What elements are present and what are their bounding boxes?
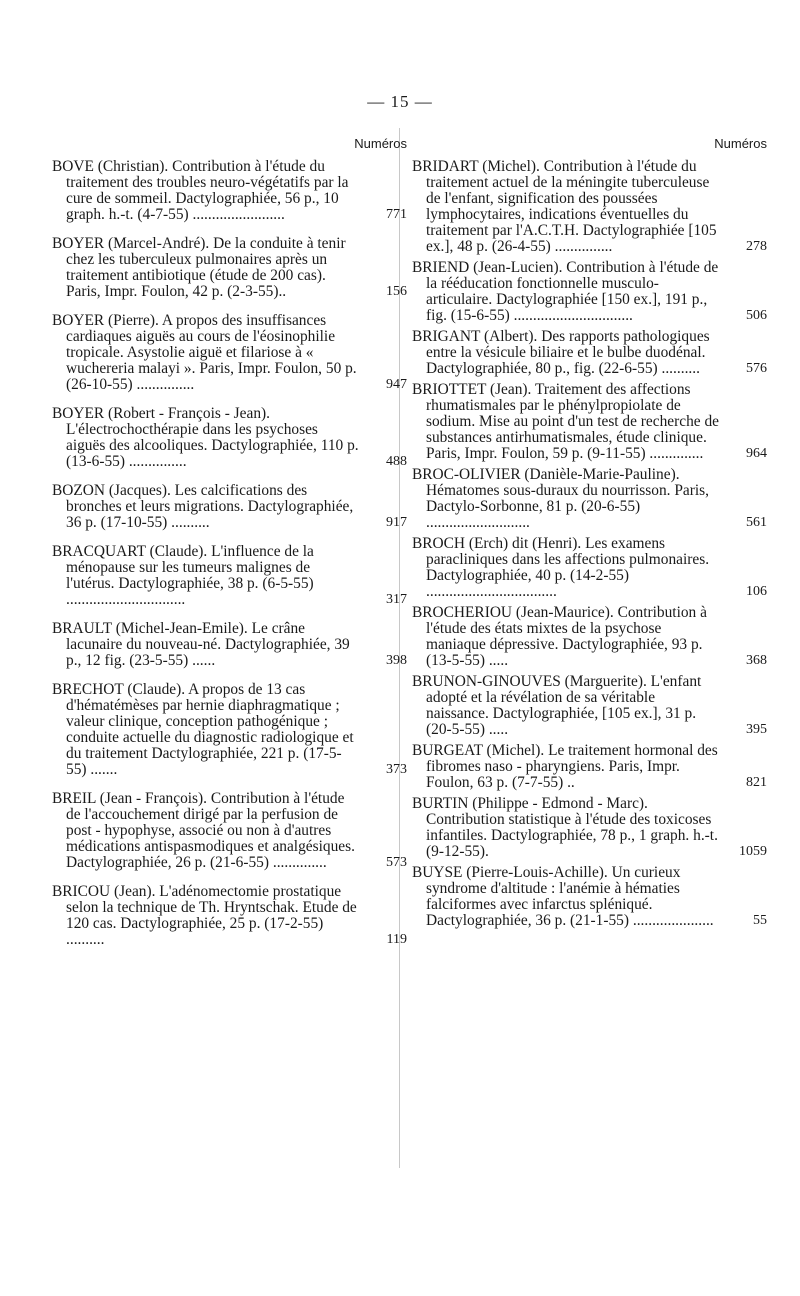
entry-number: 368 [746,653,767,668]
entry-number: 506 [746,308,767,323]
entry-number: 488 [386,454,407,469]
right-column [412,136,767,934]
entry-text: BURTIN (Philippe - Edmond - Marc). Contribution statistique à l'étude des toxicoses infantiles. Dactylographiée, 78 p., 1 graph. h.-t. (9-12-55). [412,795,718,860]
entry-number: 398 [386,653,407,668]
left-entry-list [52,159,407,948]
entry-text: BOYER (Robert - François - Jean). L'électrochocthérapie dans les psychoses aiguës des alcooliques. Dactylographiée, 110 p. (13-6-55) ............... [52,405,359,470]
bibliography-entry [52,544,407,608]
entry-text: BROCHERIOU (Jean-Maurice). Contribution à l'étude des états mixtes de la psychose maniaque dépressive. Dactylographiée, 93 p. (13-5-55) ..... [412,604,707,669]
entry-text: BROCH (Erch) dit (Henri). Les examens paracliniques dans les affections pulmonaires. Dactylographiée, 40 p. (14-2-55) .................................. [412,535,710,600]
entry-text: BOYER (Marcel-André). De la conduite à tenir chez les tuberculeux pulmonaires après un traitement antibiotique (étude de 200 cas). Paris, Impr. Foulon, 42 p. (2-3-55).. [52,235,346,300]
entry-number: 771 [386,207,407,222]
entry-text: BREIL (Jean - François). Contribution à l'étude de l'accouchement dirigé par la perfusion de post - hypophyse, associé ou non à d'autres médications antispasmodiques et analgésiques. Dactylographiée, 26 p. (21-6-55) .............. [52,790,355,871]
entry-text: BOVE (Christian). Contribution à l'étude du traitement des troubles neuro-végétatifs par la cure de sommeil. Dactylographiée, 56 p., 10 graph. h.-t. (4-7-55) ........................ [52,158,349,223]
bibliography-entry [412,865,767,929]
bibliography-entry [412,605,767,669]
entry-text: BRUNON-GINOUVES (Marguerite). L'enfant adopté et la révélation de sa véritable naissance. Dactylographiée, [105 ex.], 31 p. (20-5-55) ..... [412,673,702,738]
bibliography-entry [412,329,767,377]
entry-number: 573 [386,855,407,870]
bibliography-entry [52,884,407,948]
entry-text: BOZON (Jacques). Les calcifications des bronches et leurs migrations. Dactylographiée, 36 p. (17-10-55) .......... [52,482,354,531]
entry-number: 317 [386,592,407,607]
entry-text: BRACQUART (Claude). L'influence de la ménopause sur les tumeurs malignes de l'utérus. Dactylographiée, 38 p. (6-5-55) ............................... [52,543,314,608]
bibliography-entry [52,682,407,778]
bibliography-entry [412,467,767,531]
entry-text: BUYSE (Pierre-Louis-Achille). Un curieux syndrome d'altitude : l'anémie à hématies falciformes avec infarctus spléniqué. Dactylographiée, 36 p. (21-1-55) ..................... [412,864,714,929]
entry-text: BOYER (Pierre). A propos des insuffisances cardiaques aiguës au cours de l'éosinophilie tropicale. Asystolie aiguë et filariose à « wuchereria malayi ». Paris, Impr. Foulon, 50 p. (26-10-55) ............... [52,312,357,393]
entry-text: BROC-OLIVIER (Danièle-Marie-Pauline). Hématomes sous-duraux du nourrisson. Paris, Dactylo-Sorbonne, 81 p. (20-6-55) ........................... [412,466,709,531]
bibliography-entry [412,159,767,255]
entry-number: 576 [746,361,767,376]
bibliography-entry [412,796,767,860]
column-header-right: Numéros [714,136,767,151]
entry-text: BRIGANT (Albert). Des rapports pathologiques entre la vésicule biliaire et le bulbe duodénal. Dactylographiée, 80 p., fig. (22-6-55) .......... [412,328,710,377]
entry-text: BRIDART (Michel). Contribution à l'étude du traitement actuel de la méningite tuberculeuse de l'enfant, signification des poussées lymphocytaires, indications éventuelles du traitement par l'A.C.T.H. Dactylographiée [105 ex.], 48 p. (26-4-55) ............... [412,158,717,255]
entry-number: 119 [386,932,407,947]
bibliography-entry [52,406,407,470]
entry-text: BRECHOT (Claude). A propos de 13 cas d'hématémèses par hernie diaphragmatique ; valeur clinique, conception pathogénique ; conduite actuelle du diagnostic radiologique et du traitement Dactylographiée, 221 p. (17-5-55) ....... [52,681,354,778]
bibliography-entry [412,260,767,324]
entry-number: 947 [386,377,407,392]
left-column [52,136,407,961]
column-header-left: Numéros [354,136,407,151]
bibliography-entry [412,674,767,738]
bibliography-entry [52,313,407,393]
entry-number: 821 [746,775,767,790]
entry-number: 156 [386,284,407,299]
entry-number: 395 [746,722,767,737]
entry-number: 278 [746,239,767,254]
entry-number: 1059 [739,844,767,859]
entry-number: 55 [753,913,767,928]
entry-number: 964 [746,446,767,461]
right-entry-list [412,159,767,929]
bibliography-entry [52,236,407,300]
bibliography-entry [52,791,407,871]
page-number: — 15 — [367,92,433,111]
entry-text: BRIEND (Jean-Lucien). Contribution à l'étude de la rééducation fonctionnelle musculo-articulaire. Dactylographiée [150 ex.], 191 p., fig. (15-6-55) ............................... [412,259,719,324]
entry-text: BRIOTTET (Jean). Traitement des affections rhumatismales par le phénylpropiolate de sodium. Mise au point d'un test de recherche de substances antirhumatismales, étude clinique. Paris, Impr. Foulon, 59 p. (9-11-55) .............. [412,381,719,462]
entry-number: 373 [386,762,407,777]
bibliography-entry [52,483,407,531]
entry-number: 106 [746,584,767,599]
entry-text: BURGEAT (Michel). Le traitement hormonal des fibromes naso - pharyngiens. Paris, Impr. Foulon, 63 p. (7-7-55) .. [412,742,718,791]
bibliography-entry [412,743,767,791]
entry-number: 561 [746,515,767,530]
bibliography-entry [52,159,407,223]
entry-text: BRICOU (Jean). L'adénomectomie prostatique selon la technique de Th. Hryntschak. Etude de 120 cas. Dactylographiée, 25 p. (17-2-55) .......... [52,883,357,948]
bibliography-entry [52,621,407,669]
entry-text: BRAULT (Michel-Jean-Emile). Le crâne lacunaire du nouveau-né. Dactylographiée, 39 p., 12 fig. (23-5-55) ...... [52,620,350,669]
bibliography-entry [412,382,767,462]
bibliography-entry [412,536,767,600]
entry-number: 917 [386,515,407,530]
